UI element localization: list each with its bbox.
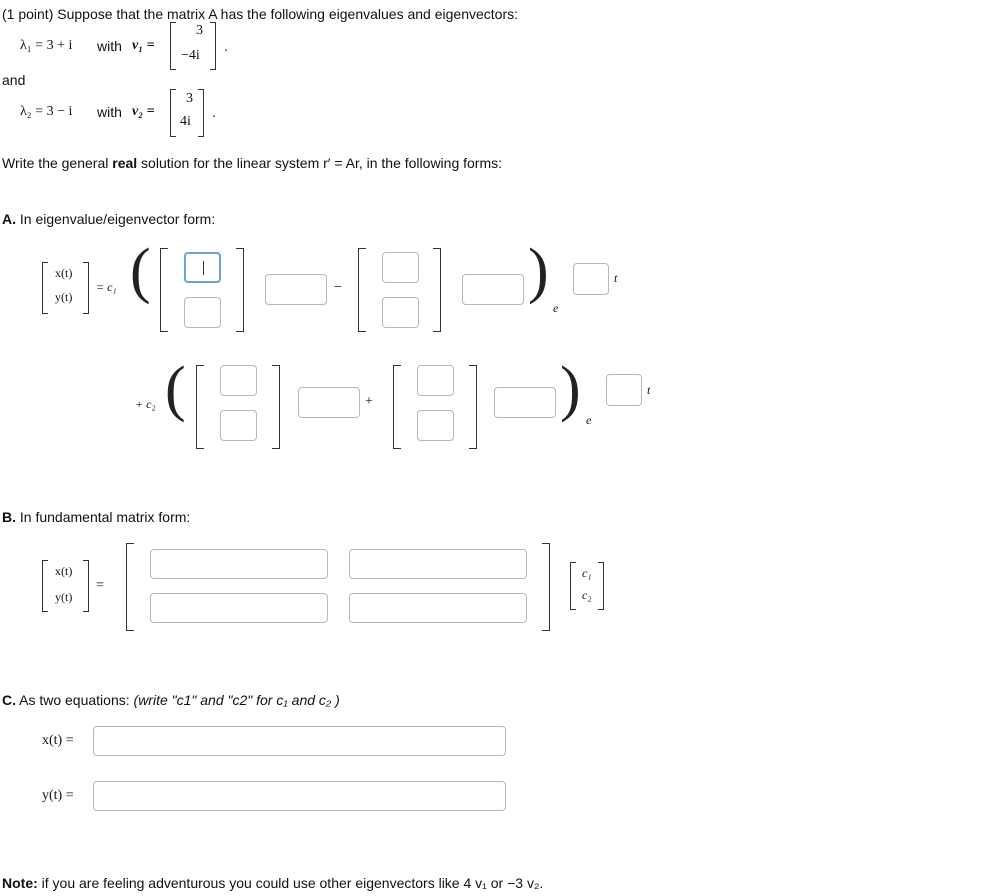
part-b-matrix-left-bracket	[126, 543, 134, 631]
instruction-text: Write the general real solution for the linear system r′ = Ar, in the following forms:	[2, 155, 503, 171]
part-a-title: A. In eigenvalue/eigenvector form:	[2, 211, 216, 227]
part-a-plus-c2: + c₂	[135, 397, 156, 411]
part-a-open-paren-1: (	[130, 237, 151, 305]
part-a-vec2-left-bracket	[358, 248, 366, 332]
lambda2-label: λ₂ = 3 − i	[20, 104, 73, 119]
a-func4-input[interactable]	[494, 387, 556, 418]
part-a-open-paren-2: (	[165, 355, 186, 423]
a-vec4-bottom-input[interactable]	[417, 410, 454, 441]
part-a-t1: t	[614, 271, 618, 285]
part-a-t2: t	[647, 383, 651, 397]
part-a-vec1-left-bracket	[160, 248, 168, 332]
part-b-lhs-right-bracket	[83, 560, 89, 612]
a-exp2-input[interactable]	[606, 374, 642, 406]
part-b-c1: c₁	[582, 566, 592, 580]
with-text-2: with	[97, 104, 122, 120]
part-a-eq-c1: = c₁	[96, 280, 117, 294]
b-m12-input[interactable]	[349, 549, 527, 579]
v2-right-bracket	[198, 89, 204, 137]
part-b-c-left-bracket	[570, 562, 576, 610]
b-m22-input[interactable]	[349, 593, 527, 623]
part-c-title: C. As two equations: (write "c1" and "c2" for c₁ and c₂ )	[2, 692, 340, 708]
c-x-input[interactable]	[93, 726, 506, 756]
with-text-1: with	[97, 38, 122, 54]
a-vec1-top-input[interactable]	[184, 252, 221, 283]
part-b-matrix-right-bracket	[542, 543, 550, 631]
a-func2-input[interactable]	[462, 274, 524, 305]
part-a-close-paren-1: )	[528, 237, 549, 305]
b-m11-input[interactable]	[150, 549, 328, 579]
a-vec2-bottom-input[interactable]	[382, 297, 419, 328]
part-b-c2: c₂	[582, 588, 592, 602]
part-a-vec4-left-bracket	[393, 365, 401, 449]
v1-left-bracket	[170, 22, 176, 70]
part-a-vec3-left-bracket	[196, 365, 204, 449]
v1-period: .	[224, 38, 228, 54]
text-caret	[203, 261, 204, 275]
part-a-minus: −	[334, 280, 342, 295]
a-vec1-bottom-input[interactable]	[184, 297, 221, 328]
part-a-vec3-right-bracket	[272, 365, 280, 449]
v1-top: 3	[196, 23, 203, 38]
part-b-lhs-bottom: y(t)	[55, 590, 73, 604]
v2-left-bracket	[170, 89, 176, 137]
a-vec3-bottom-input[interactable]	[220, 410, 257, 441]
a-func3-input[interactable]	[298, 387, 360, 418]
and-text: and	[2, 72, 26, 88]
part-a-e1: e	[553, 301, 559, 315]
v2-top: 3	[186, 91, 193, 106]
part-c-x-label: x(t) =	[42, 733, 74, 748]
part-a-lhs-bottom: y(t)	[55, 290, 73, 304]
problem-intro: (1 point) Suppose that the matrix A has the following eigenvalues and eigenvectors:	[2, 6, 518, 22]
part-b-lhs-left-bracket	[42, 560, 48, 612]
a-func1-input[interactable]	[265, 274, 327, 305]
part-b-title: B. In fundamental matrix form:	[2, 509, 191, 525]
v2-period: .	[212, 104, 216, 120]
v1-bottom: −4i	[181, 48, 200, 63]
part-a-vec1-right-bracket	[236, 248, 244, 332]
part-b-lhs-top: x(t)	[55, 564, 73, 578]
a-vec2-top-input[interactable]	[382, 252, 419, 283]
part-a-lhs-left-bracket	[42, 262, 48, 314]
part-a-vec2-right-bracket	[433, 248, 441, 332]
v2-bottom: 4i	[180, 114, 191, 129]
b-m21-input[interactable]	[150, 593, 328, 623]
part-a-vec4-right-bracket	[469, 365, 477, 449]
part-a-plus: +	[365, 394, 373, 409]
a-vec3-top-input[interactable]	[220, 365, 257, 396]
part-a-lhs-top: x(t)	[55, 266, 73, 280]
a-vec4-top-input[interactable]	[417, 365, 454, 396]
part-a-lhs-right-bracket	[83, 262, 89, 314]
part-b-eq: =	[96, 578, 104, 593]
note-text: Note: if you are feeling adventurous you could use other eigenvectors like 4 v₁ or −3 v₂.	[2, 875, 544, 891]
v2-label: v₂ =	[132, 104, 155, 119]
part-a-e2: e	[586, 413, 592, 427]
v1-right-bracket	[210, 22, 216, 70]
part-b-c-right-bracket	[598, 562, 604, 610]
lambda1-label: λ₁ = 3 + i	[20, 38, 73, 53]
a-exp1-input[interactable]	[573, 263, 609, 295]
part-c-y-label: y(t) =	[42, 788, 74, 803]
c-y-input[interactable]	[93, 781, 506, 811]
v1-label: v₁ =	[132, 38, 155, 53]
part-a-close-paren-2: )	[560, 355, 581, 423]
